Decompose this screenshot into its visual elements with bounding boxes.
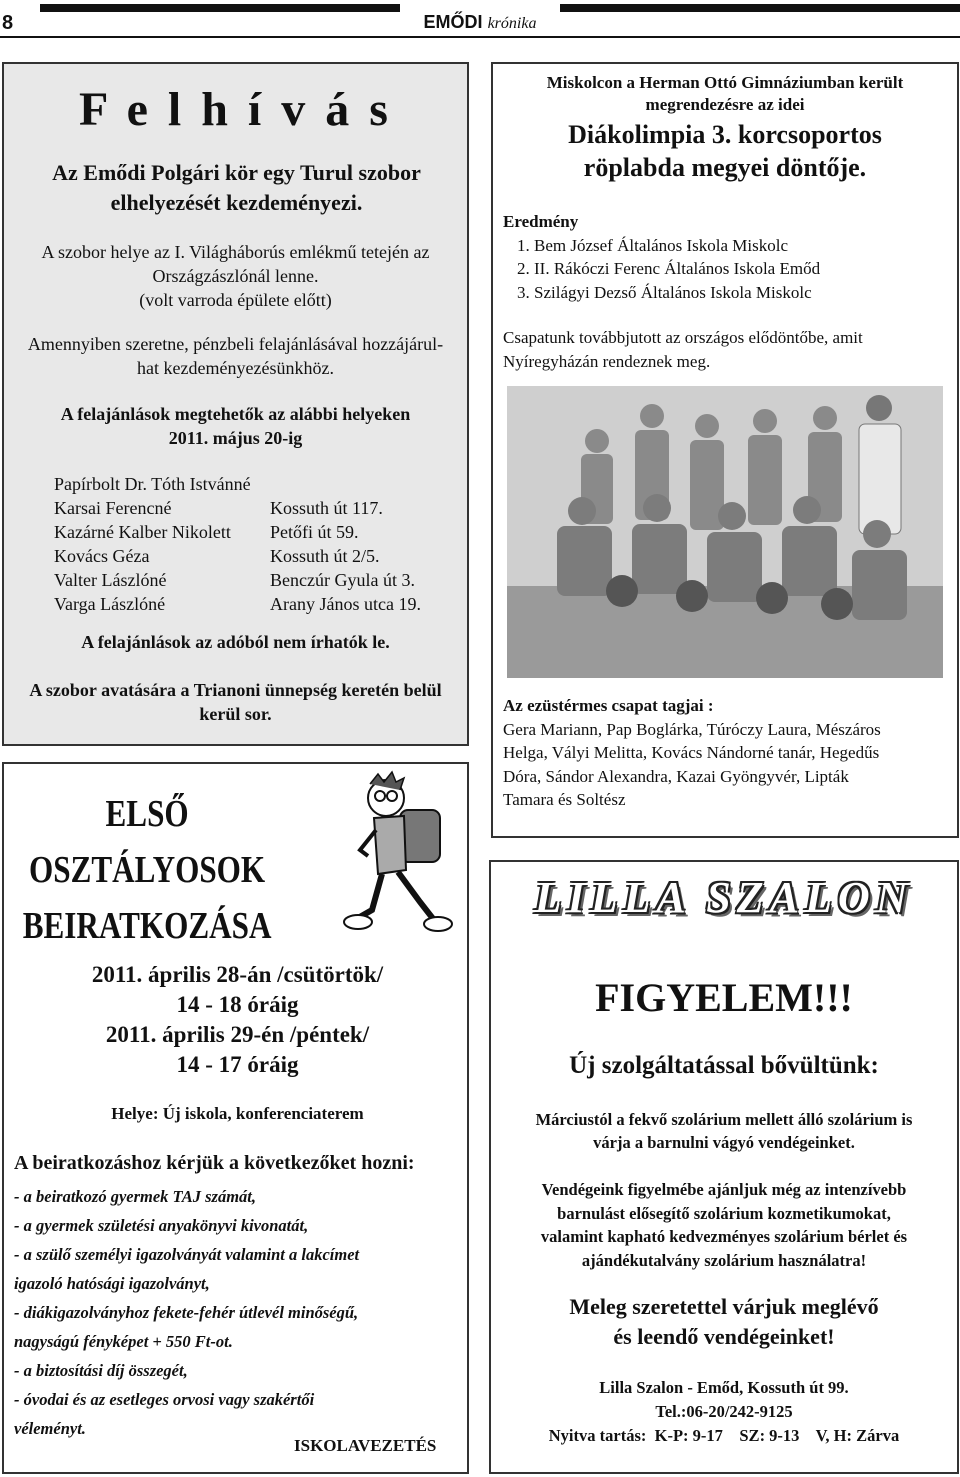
list-item: - a szülő személyi igazolványát valamint a lakcímet: [14, 1245, 360, 1264]
team-block: [503, 694, 953, 812]
list-item: - a beiratkozó gyermek TAJ számát,: [14, 1187, 256, 1206]
team-photo-image: [507, 386, 943, 678]
unveiling-note: A szobor avatására a Trianoni ünnepség keretén belül kerül sor.: [29, 680, 442, 724]
result-item: 2. II. Rákóczi Ferenc Általános Iskola Emőd: [517, 259, 821, 278]
location-line: A szobor helye az I. Világháborús emlékmű tetején az: [41, 242, 430, 262]
list-item: - óvodai és az esetleges orvosi vagy szakértői: [14, 1390, 315, 1409]
place-name: Kazárné Kalber Nikolett: [54, 522, 231, 542]
new-service: Új szolgáltatással bővültünk:: [569, 1052, 879, 1079]
team-line: Tamara és Soltész: [503, 790, 626, 809]
advance-line: Nyíregyházán rendeznek meg.: [503, 351, 711, 371]
lilla-p1: [491, 1108, 957, 1154]
team-label: Az ezüstérmes csapat tagjai :: [503, 696, 714, 715]
enrollment-dates: [4, 960, 471, 1080]
team-photo: [507, 386, 943, 678]
diakolimpia-box: [491, 62, 959, 838]
place-row: [54, 520, 454, 544]
intro-line: megrendezésre az idei: [645, 95, 805, 114]
place-address: Petőfi út 59.: [270, 522, 359, 542]
header-rule-right: [560, 4, 960, 12]
tax-note: A felajánlások az adóból nem írhatók le.: [81, 632, 390, 652]
date-line: 2011. április 28-án /csütörtök/: [91, 962, 384, 987]
place-row: [54, 472, 454, 496]
location-line: (volt varroda épülete előtt): [139, 290, 332, 310]
felhivas-subtitle: Az Emődi Polgári kör egy Turul szobor elhelyezését kezdeményezi.: [52, 160, 421, 215]
address: Lilla Szalon - Emőd, Kossuth út 99.: [599, 1378, 849, 1397]
felhivas-title: F e l h í v á s: [79, 83, 392, 136]
welcome-line: és leendő vendégeinket!: [613, 1324, 835, 1349]
list-item: véleményt.: [14, 1419, 86, 1438]
title-line: ELSŐ: [105, 793, 189, 835]
header-rule-left: [40, 4, 400, 12]
felhivas-location: [4, 240, 467, 312]
advance-line: Csapatunk továbbjutott az országos elődöntőbe, amit: [503, 328, 863, 347]
list-item: - diákigazolványhoz fekete-fehér útlevél minőségű,: [14, 1303, 359, 1322]
schoolboy-illustration: [334, 770, 454, 940]
title-line: Diákolimpia 3. korcsoportos: [568, 120, 882, 149]
date-line: 2011. április 29-én /péntek/: [105, 1022, 370, 1047]
result-item: 3. Szilágyi Dezső Általános Iskola Miskolc: [517, 282, 812, 302]
place-name: Papírbolt Dr. Tóth Istvánné: [54, 474, 251, 494]
title-line: OSZTÁLYOSOK: [29, 849, 266, 891]
header-rule: [0, 36, 960, 38]
enrollment-place: Helye: Új iskola, konferenciaterem: [111, 1104, 364, 1123]
felhivas-box: [2, 62, 469, 746]
place-row: [54, 544, 454, 568]
p2-line: ajándékutalvány szolárium használatra!: [581, 1250, 867, 1270]
page-number: 8: [2, 12, 14, 34]
title-line: BEIRATKOZÁSA: [22, 905, 272, 947]
team-line: Helga, Vályi Melitta, Kovács Nándorné tanár, Hegedűs: [503, 743, 880, 762]
beiratkozas-box: [2, 762, 469, 1474]
lilla-p2: [491, 1178, 957, 1272]
attention-heading: FIGYELEM!!!: [595, 975, 853, 1020]
beiratkozas-title: [20, 786, 274, 954]
date-line: 14 - 17 óráig: [176, 1052, 299, 1077]
list-item: - a biztosítási díj összegét,: [14, 1361, 188, 1380]
list-item: - a gyermek születési anyakönyvi kivonatát,: [14, 1216, 309, 1235]
p1-line: Márciustól a fekvő szolárium mellett álló szolárium is: [535, 1110, 913, 1129]
felhivas-request: [4, 332, 467, 380]
welcome-line: Meleg szeretettel várjuk meglévő: [569, 1294, 879, 1319]
request-line: hat kezdeményezésünkhöz.: [137, 358, 334, 378]
date-line: 14 - 18 óráig: [176, 992, 299, 1017]
offers-heading-line: 2011. május 20-ig: [168, 428, 303, 448]
page-header: [0, 0, 960, 34]
diakolimpia-title: [493, 118, 957, 184]
opening-hours: Nyitva tartás: K-P: 9-17 SZ: 9-13 V, H: Zárva: [548, 1426, 900, 1445]
place-name: Kovács Géza: [54, 546, 150, 566]
results-block: [503, 210, 953, 304]
offers-heading-line: A felajánlások megtehetők az alábbi helyeken: [60, 404, 411, 424]
bring-list: [14, 1182, 464, 1443]
p2-line: barnulást elősegítő szolárium kozmetikumokat,: [557, 1203, 891, 1223]
intro-line: Miskolcon a Herman Ottó Gimnáziumban került: [546, 73, 904, 92]
offers-heading: [4, 402, 467, 450]
offer-places: [54, 472, 454, 616]
team-line: Gera Mariann, Pap Boglárka, Túróczy Laura, Mészáros: [503, 719, 881, 739]
list-item: nagyságú fényképet + 550 Ft-ot.: [14, 1332, 233, 1351]
diakolimpia-intro: [493, 72, 957, 116]
place-name: Karsai Ferencné: [54, 498, 172, 518]
contact: [491, 1376, 957, 1448]
p2-line: valamint kapható kedvezményes szolárium bérlet és: [540, 1227, 908, 1246]
masthead-title: EMŐDI: [423, 12, 483, 32]
result-item: 1. Bem József Általános Iskola Miskolc: [517, 235, 789, 255]
advance-note: [503, 326, 953, 373]
place-address: Kossuth út 2/5.: [270, 546, 380, 566]
location-line: Országzászlónál lenne.: [152, 266, 319, 286]
welcome: [491, 1292, 957, 1352]
title-line: röplabda megyei döntője.: [583, 153, 867, 182]
signature: ISKOLAVEZETÉS: [294, 1436, 437, 1455]
place-row: [54, 496, 454, 520]
place-name: Valter Lászlóné: [54, 570, 167, 590]
lilla-title: LILLA SZALON: [534, 873, 914, 922]
results-label: Eredmény: [503, 212, 579, 231]
request-line: Amennyiben szeretne, pénzbeli felajánlásával hozzájárul-: [27, 334, 444, 354]
place-address: Kossuth út 117.: [270, 498, 383, 518]
masthead-subtitle: krónika: [487, 15, 537, 32]
p1-line: várja a barnulni vágyó vendégeinket.: [593, 1133, 855, 1152]
place-row: [54, 568, 454, 592]
team-line: Dóra, Sándor Alexandra, Kazai Gyöngyvér, Lipták: [503, 766, 849, 786]
place-address: Arany János utca 19.: [270, 594, 421, 614]
place-address: Benczúr Gyula út 3.: [270, 570, 415, 590]
place-row: [54, 592, 454, 616]
masthead: [0, 12, 960, 33]
bring-heading: A beiratkozáshoz kérjük a következőket hozni:: [14, 1152, 415, 1174]
phone: Tel.:06-20/242-9125: [655, 1402, 793, 1421]
place-name: Varga Lászlóné: [54, 594, 166, 614]
list-item: igazoló hatósági igazolványt,: [14, 1274, 210, 1293]
p2-line: Vendégeink figyelmébe ajánljuk még az intenzívebb: [541, 1180, 907, 1199]
lilla-box: [489, 860, 959, 1474]
